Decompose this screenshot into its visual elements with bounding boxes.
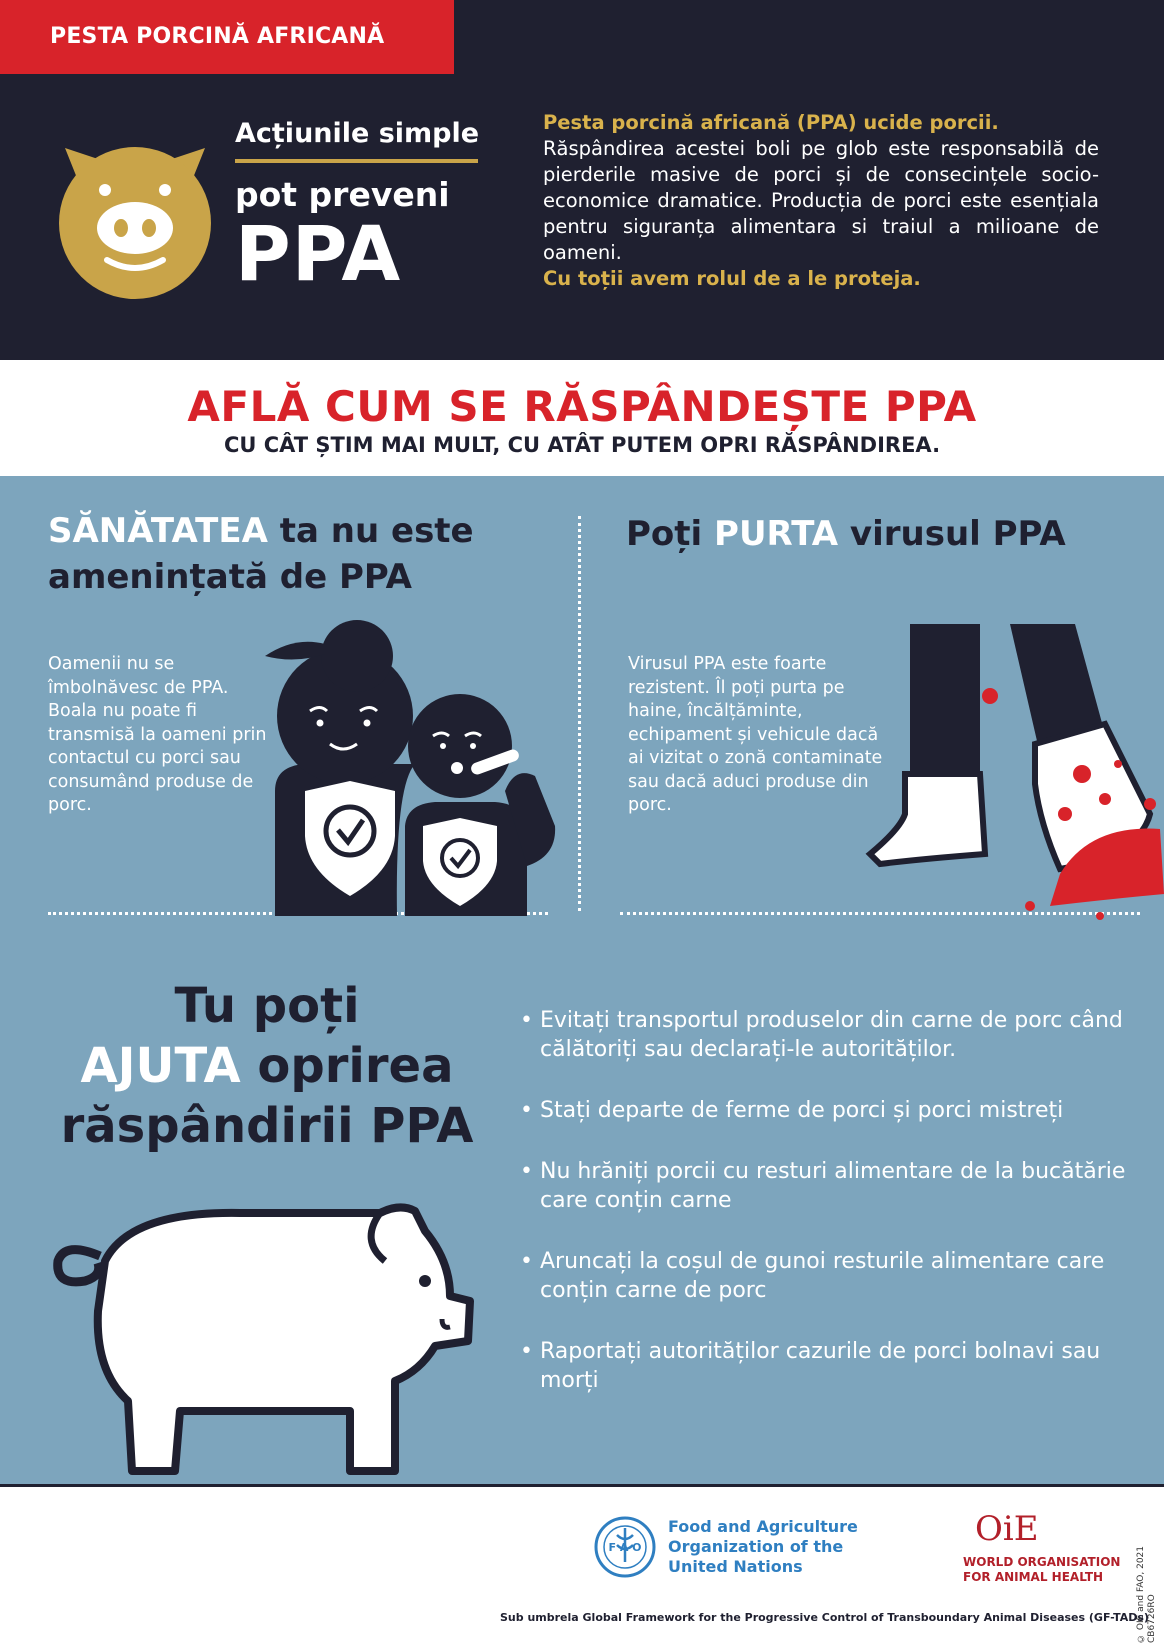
hero-divider [235,159,478,163]
fao-name [668,1517,858,1577]
header-section [0,0,1164,360]
intro-text [543,110,1099,292]
help-line-3: răspândirii PPA [60,1098,474,1154]
oie-line-2: FOR ANIMAL HEALTH [963,1570,1104,1584]
help-highlight: AJUTA [80,1038,241,1094]
health-heading-rest: ta nu este amenințată de PPA [48,511,474,597]
hero-line-3: PPA [235,209,402,298]
oie-name [963,1555,1120,1585]
banner-subtitle: CU CÂT ȘTIM MAI MULT, CU ATÂT PUTEM OPRI RĂSPÂNDIREA. [223,433,941,457]
carry-heading-b: virusul PPA [838,514,1066,554]
list-item: • Nu hrăniți porcii cu resturi alimentare de la bucătărie care conțin carne [520,1157,1140,1215]
pig-outline-icon [50,1201,500,1484]
health-text: Oamenii nu se îmbolnăvesc de PPA. Boala nu poate fi transmisă la oameni prin contactul cu porci sau consumând produse de porc. [48,654,267,815]
help-line-2 [52,1036,482,1096]
help-line-1: Tu poți [174,978,360,1034]
banner-title: AFLĂ CUM SE RĂSPÂNDEȘTE PPA [187,382,977,431]
help-line-2-rest: oprirea [240,1038,454,1094]
prevention-list [520,1006,1140,1427]
fao-line-1: Food and Agriculture [668,1517,858,1536]
info-section [0,476,1164,1484]
contaminated-boots-icon [860,624,1164,944]
intro-lead: Pesta porcină africană (PPA) ucide porcii. [543,111,999,134]
carry-heading-a: Poți [626,514,715,554]
list-item: • Raportați autorităților cazurile de porci bolnavi sau morți [520,1337,1140,1395]
oie-line-1: WORLD ORGANISATION [963,1555,1121,1569]
list-item: • Stați departe de ferme de porci și porci mistreți [520,1096,1140,1125]
hero-line-2: pot preveni [235,175,450,214]
intro-body: Răspândirea acestei boli pe glob este responsabilă de pierderile masive de porci și de consecințele socio-economice dramatice. Producția de porci este esențiala pentru siguranța alimentara si traiul a milioane de oameni. [543,137,1099,264]
copyright: © OIE and FAO, 2021 CB6726RO [1136,1546,1157,1643]
fao-line-3: United Nations [668,1557,803,1576]
help-heading [52,976,482,1156]
carry-heading-highlight: PURTA [714,514,839,554]
hero-line-1: Acțiunile simple [235,118,480,149]
umbrella-note: Sub umbrela Global Framework for the Progressive Control of Transboundary Animal Diseases (GF-TADs) [500,1611,1149,1624]
list-item: • Evitați transportul produselor din carne de porc când călătoriți sau declarați-le autorităților. [520,1006,1140,1064]
carry-text: Virusul PPA este foarte rezistent. Îl poți purta pe haine, încălțăminte, echipament și vehicule dacă ai vizitat o zonă contaminate sau dacă aduci produse din porc. [628,654,883,815]
intro-close: Cu toții avem rolul de a le proteja. [543,267,921,290]
disease-tag: PESTA PORCINĂ AFRICANĂ [0,0,454,74]
fao-line-2: Organization of the [668,1537,844,1556]
health-heading [48,508,548,600]
health-heading-highlight: SĂNĂTATEA [48,511,268,551]
vertical-divider [578,516,581,911]
list-item: • Aruncați la coșul de gunoi resturile alimentare care conțin carne de porc [520,1247,1140,1305]
pig-face-icon [45,128,225,300]
carry-heading [626,514,1066,554]
hero-title [235,118,480,298]
fao-emblem-letters: F A O [608,1541,642,1554]
banner [0,360,1164,476]
footer [0,1484,1164,1643]
oie-logo: OiE [975,1509,1039,1549]
people-shield-icon [265,616,575,916]
fao-emblem-icon [593,1515,657,1579]
